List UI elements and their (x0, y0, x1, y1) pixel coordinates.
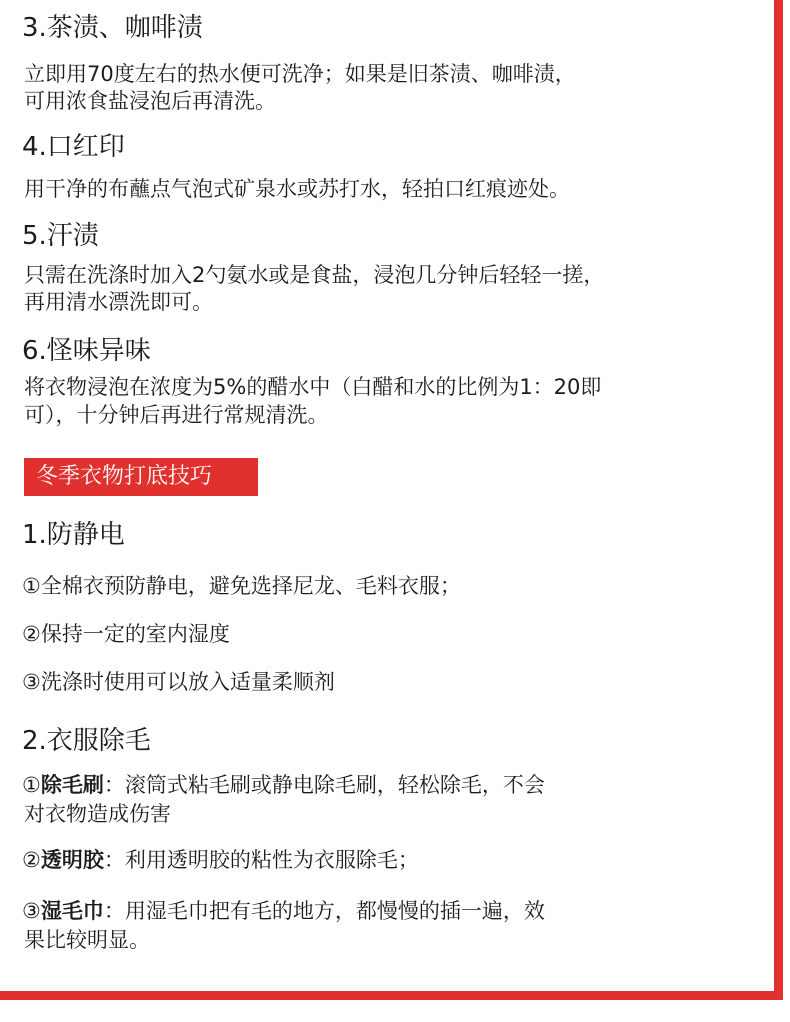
section-banner-label: 冬季衣物打底技巧 (36, 464, 213, 489)
lint-tip-3-line-2: 果比较明显。 (24, 928, 150, 952)
lint-tip-2-number: ② (22, 848, 41, 872)
frame-border-right (774, 0, 783, 1000)
static-tip-1: ①全棉衣预防静电，避免选择尼龙、毛料衣服； (22, 574, 461, 598)
static-tip-3: ③洗涤时使用可以放入适量柔顺剂 (22, 670, 335, 694)
stain-3-title: 3.茶渍、咖啡渍 (22, 13, 203, 43)
stain-5-title: 5.汗渍 (22, 221, 99, 251)
static-tip-2: ②保持一定的室内湿度 (22, 622, 230, 646)
lint-tip-3-text: ：用湿毛巾把有毛的地方，都慢慢的插一遍，效 (103, 899, 545, 923)
lint-tip-2-keyword: 透明胶 (40, 848, 104, 872)
lint-title: 2.衣服除毛 (22, 726, 151, 756)
stain-3-line-1: 立即用70度左右的热水便可洗净；如果是旧茶渍、咖啡渍， (24, 62, 576, 86)
lint-tip-1-number: ① (22, 773, 41, 797)
section-banner (24, 458, 258, 496)
lint-tip-2-text: ：利用透明胶的粘性为衣服除毛； (103, 848, 419, 872)
stain-6-line-1: 将衣物浸泡在浓度为5%的醋水中（白醋和水的比例为1：20即 (24, 375, 602, 399)
lint-tip-3-keyword: 湿毛巾 (40, 899, 104, 923)
lint-tip-1 (22, 772, 545, 798)
lint-tip-1-text: ：滚筒式粘毛刷或静电除毛刷，轻松除毛，不会 (103, 773, 545, 797)
frame-border-bottom (0, 991, 783, 1000)
stain-3-line-2: 可用浓食盐浸泡后再清洗。 (24, 89, 276, 113)
lint-tip-3 (22, 898, 545, 924)
stain-5-line-2: 再用清水漂洗即可。 (24, 290, 213, 314)
stain-4-title: 4.口红印 (22, 132, 125, 162)
stain-5-line-1: 只需在洗涤时加入2勺氨水或是食盐，浸泡几分钟后轻轻一搓， (24, 263, 605, 287)
lint-tip-1-line-2: 对衣物造成伤害 (24, 802, 171, 826)
stain-4-line-1: 用干净的布蘸点气泡式矿泉水或苏打水，轻拍口红痕迹处。 (24, 177, 570, 201)
stain-6-title: 6.怪味异味 (22, 336, 151, 366)
lint-tip-1-keyword: 除毛刷 (40, 773, 104, 797)
lint-tip-3-number: ③ (22, 899, 41, 923)
lint-tip-2 (22, 847, 419, 873)
static-title: 1.防静电 (22, 520, 125, 550)
stain-6-line-2: 可），十分钟后再进行常规清洗。 (24, 403, 329, 427)
